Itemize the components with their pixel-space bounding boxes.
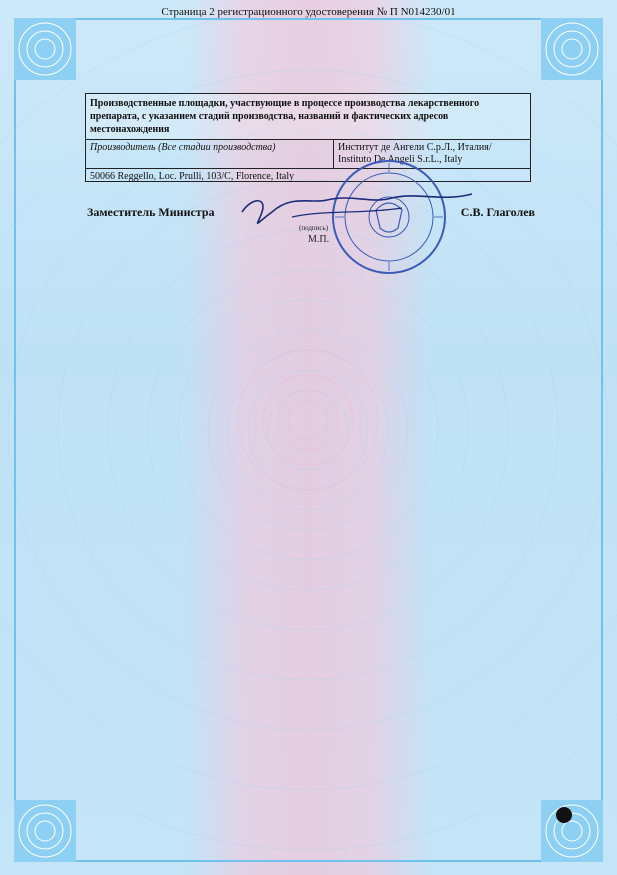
producer-address: 50066 Reggello, Loc. Prulli, 103/C, Florence, Italy: [85, 168, 531, 182]
corner-rosette-bottom-right: [541, 800, 603, 862]
signatory-position: Заместитель Министра: [87, 205, 215, 219]
table-heading: Производственные площадки, участвующие в процессе производства лекарственного препарата, с указанием стадий производства, названий и фактических адресов местонахождения: [85, 93, 531, 139]
seal-caption: М.П.: [308, 234, 330, 245]
handwritten-signature: [232, 182, 492, 242]
producer-row: [85, 139, 531, 168]
page-header: Страница 2 регистрационного удостоверения № П N014230/01: [161, 6, 456, 18]
signature-caption: (подпись): [299, 224, 329, 232]
producer-name-ru: Институт де Ангели С.р.Л., Италия/: [338, 142, 492, 153]
production-sites-table: [85, 93, 531, 182]
producer-label: Производитель (Все стадии производства): [86, 140, 334, 168]
signatory-name: С.В. Глаголев: [460, 205, 535, 219]
corner-rosette-bottom-left: [14, 800, 76, 862]
corner-rosette-top-left: [14, 18, 76, 80]
punch-hole: [556, 807, 572, 823]
producer-name-en: Instituto De Angeli S.r.L., Italy: [338, 154, 463, 165]
corner-rosette-top-right: [541, 18, 603, 80]
